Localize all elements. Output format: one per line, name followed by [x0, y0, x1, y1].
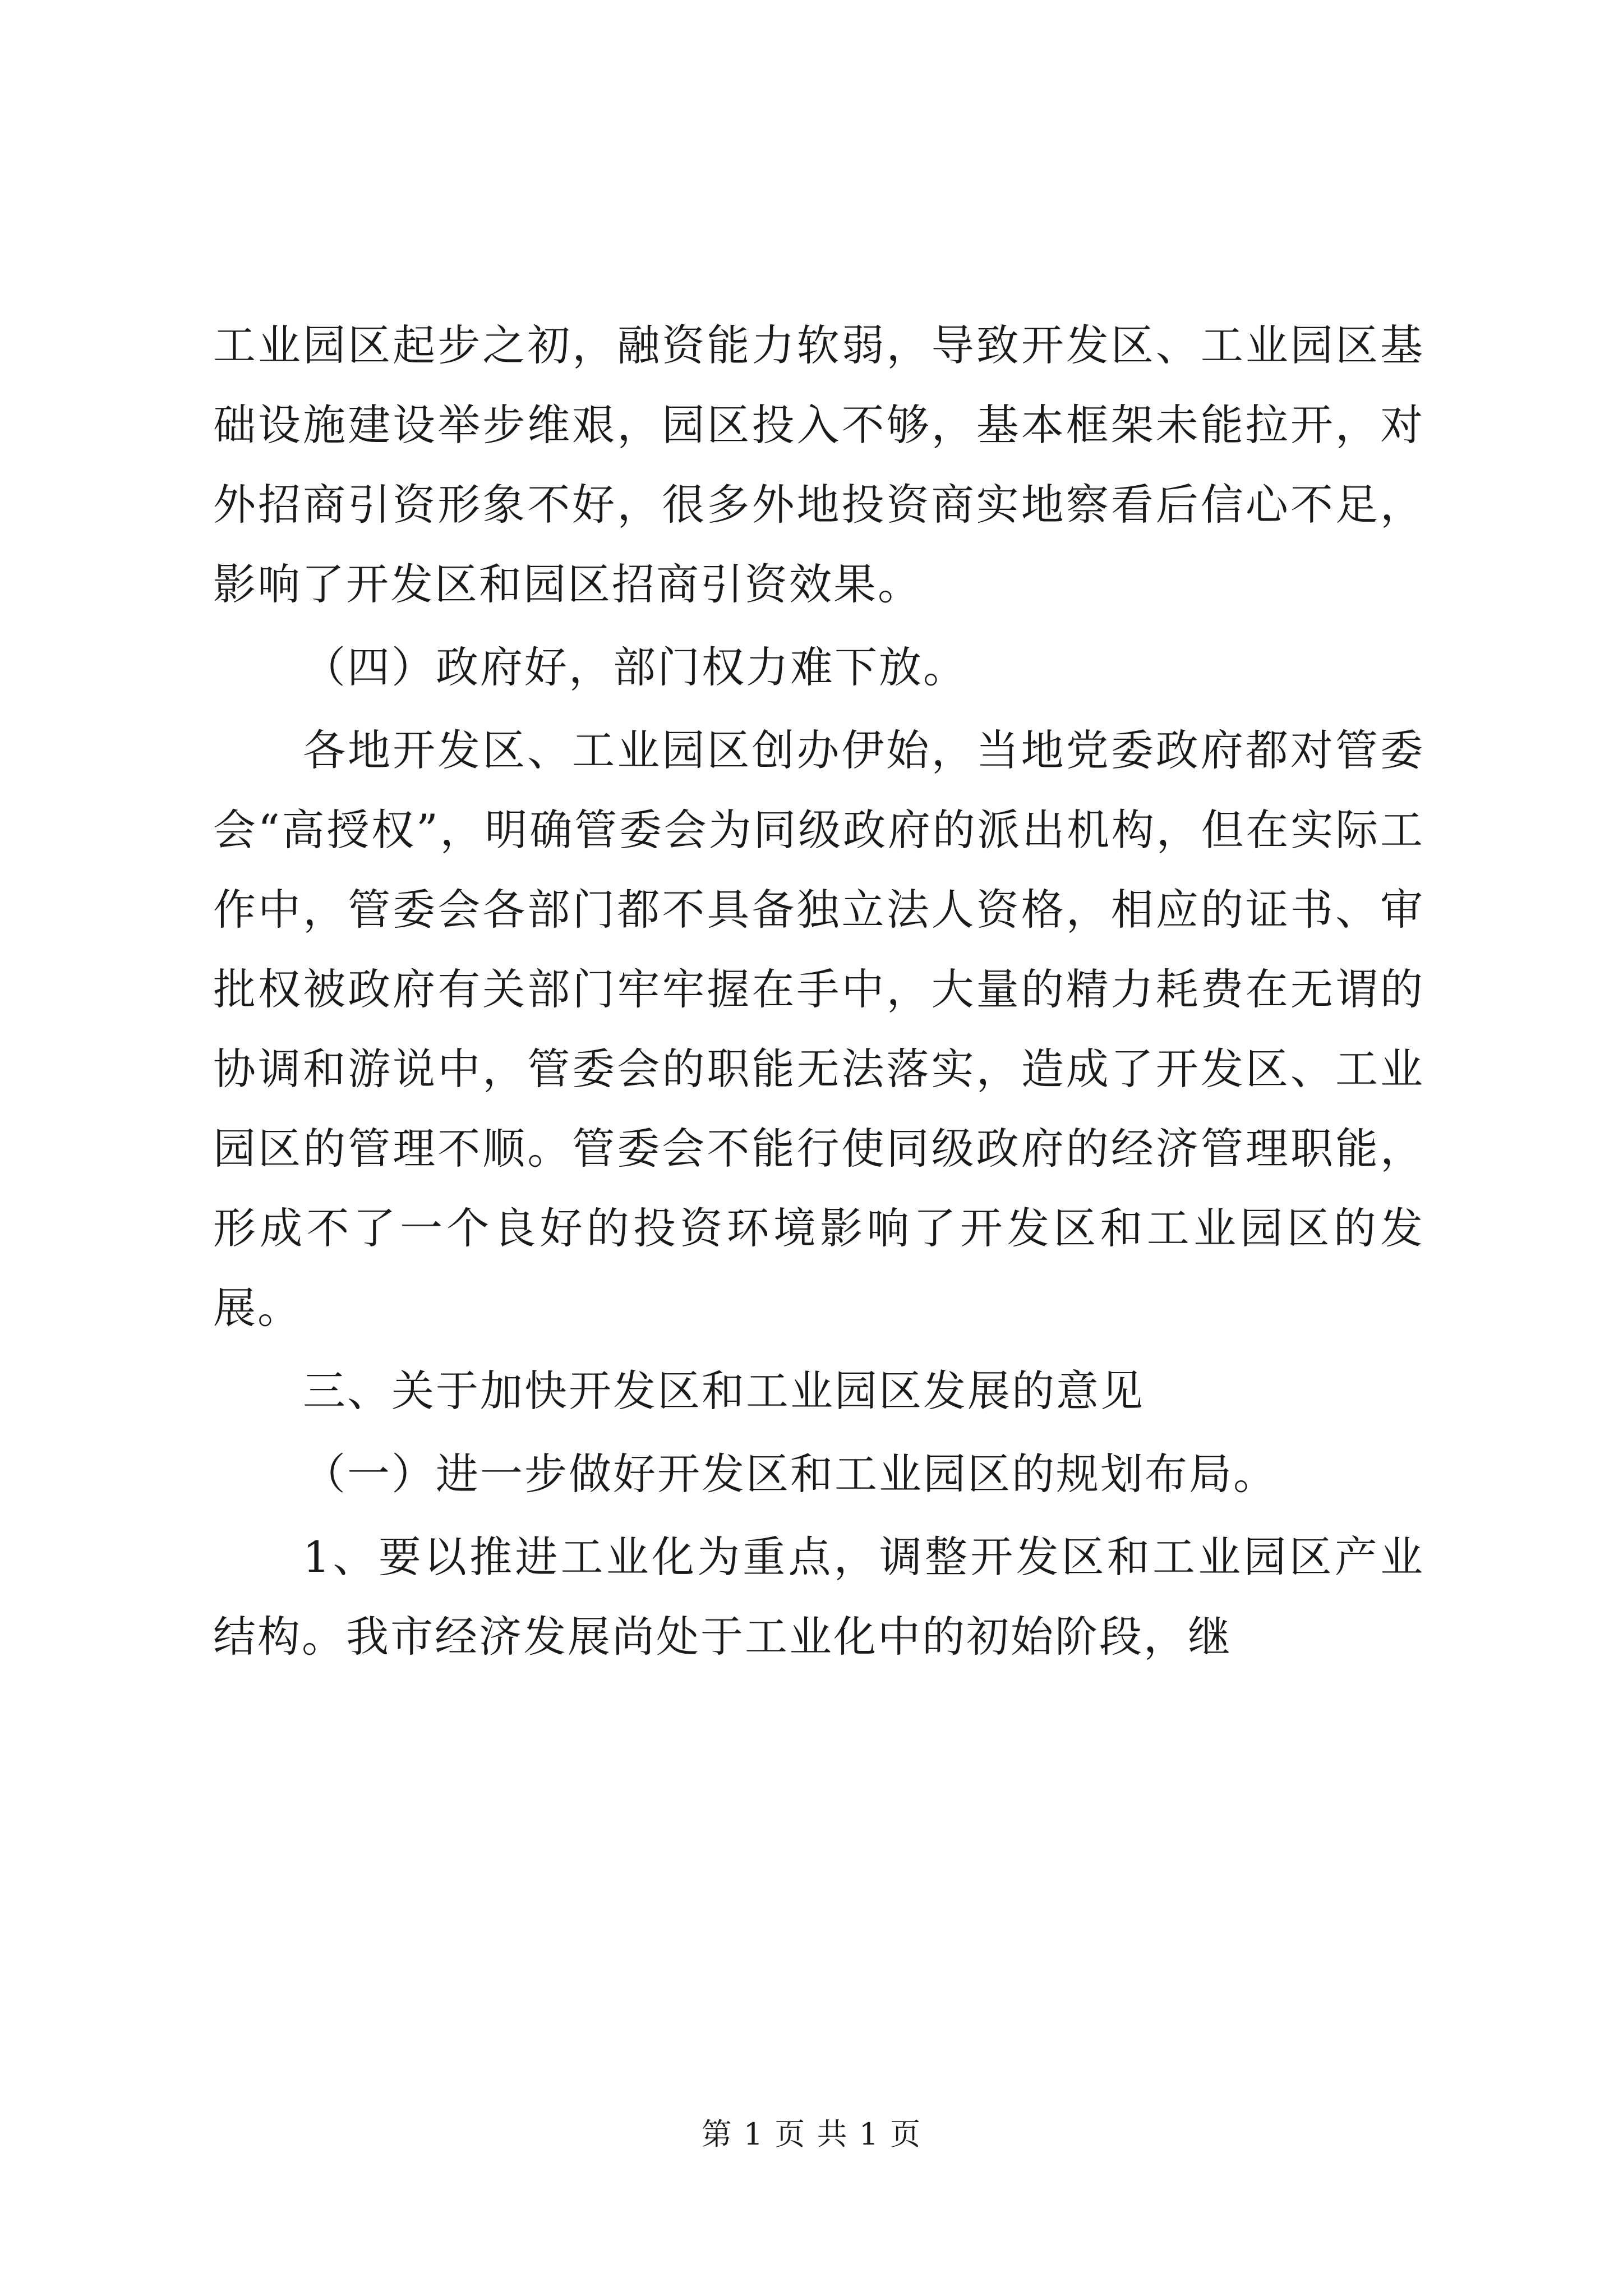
page-footer: 第 1 页 共 1 页	[701, 2116, 922, 2152]
paragraph-industrialization: 1、要以推进工业化为重点，调整开发区和工业园区产业结构。我市经济发展尚处于工业化中的初始阶段，继	[213, 1532, 1424, 1662]
heading-section-four: （四）政府好，部门权力难下放。	[303, 642, 967, 692]
paragraph-authority: 各地开发区、工业园区创办伊始，当地党委政府都对管委会“高授权”，明确管委会为同级政府的派出机构，但在实际工作中，管委会各部门都不具备独立法人资格，相应的证书、审批权被政府有关部门牢牢握在手中，大量的精力耗费在无谓的协调和游说中，管委会的职能无法落实，造成了开发区、工业园区的管理不顺。管委会不能行使同级政府的经济管理职能，形成不了一个良好的投资环境影响了开发区和工业园区的发展。	[213, 725, 1424, 1333]
paragraph-financing: 工业园区起步之初，融资能力软弱，导致开发区、工业园区基础设施建设举步维艰，园区投入不够，基本框架未能拉开，对外招商引资形象不好，很多外地投资商实地察看后信心不足，影响了开发区和园区招商引资效果。	[213, 320, 1424, 609]
heading-subsection-one: （一）进一步做好开发区和工业园区的规划布局。	[303, 1449, 1278, 1499]
document-body	[213, 306, 1424, 1680]
heading-section-three: 三、关于加快开发区和工业园区发展的意见	[303, 1366, 1145, 1416]
